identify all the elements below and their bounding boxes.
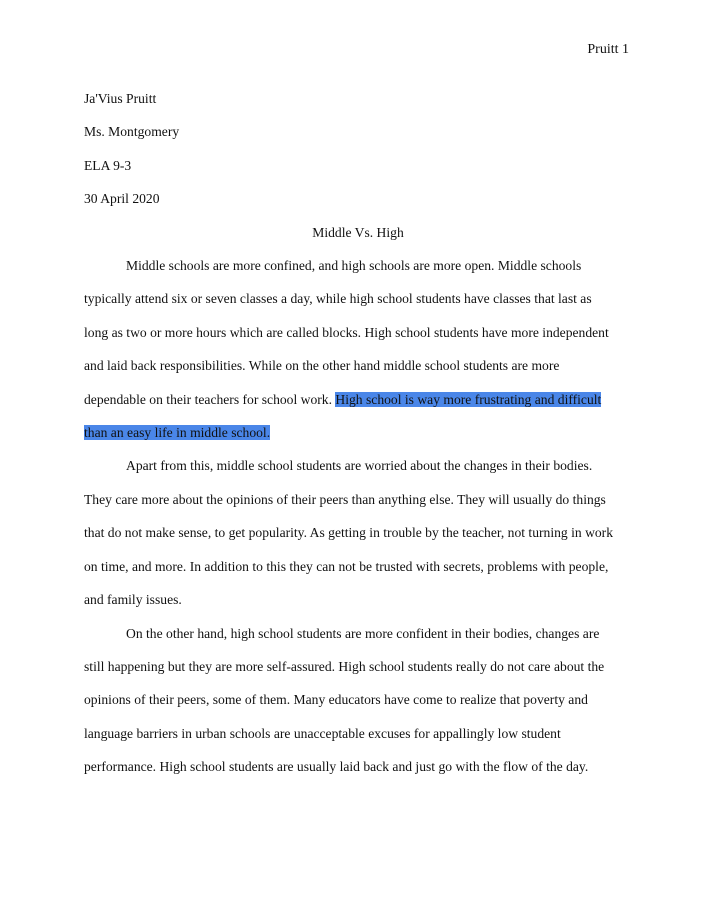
- paragraph-line: [84, 416, 632, 449]
- paragraph-line: on time, and more. In addition to this they can not be trusted with secrets, problems with people,: [84, 558, 609, 574]
- running-header: Pruitt 1: [587, 42, 629, 57]
- paragraph-3: [84, 617, 632, 784]
- paragraph-line: typically attend six or seven classes a day, while high school students have classes that last as: [84, 291, 592, 307]
- paragraph-1: [84, 249, 632, 449]
- highlighted-text[interactable]: than an easy life in middle school.: [84, 425, 271, 441]
- essay-title: Middle Vs. High: [312, 224, 404, 240]
- paragraph-line: and laid back responsibilities. While on the other hand middle school students are more: [84, 358, 560, 374]
- paragraph-line: and family issues.: [84, 592, 182, 608]
- paragraph-line: that do not make sense, to get popularity. As getting in trouble by the teacher, not turning in work: [84, 525, 614, 541]
- paragraph-line: [84, 383, 632, 416]
- paragraph-line: opinions of their peers, some of them. Many educators have come to realize that poverty and: [84, 692, 588, 708]
- paragraph-line: On the other hand, high school students are more confident in their bodies, changes are: [126, 625, 600, 641]
- paragraph-line: still happening but they are more self-assured. High school students really do not care about the: [84, 658, 605, 674]
- highlighted-text[interactable]: High school is way more frustrating and difficult: [335, 391, 602, 407]
- paragraph-2: [84, 449, 632, 616]
- paragraph-text: dependable on their teachers for school work.: [84, 391, 336, 407]
- paragraph-line: long as two or more hours which are called blocks. High school students have more independent: [84, 324, 609, 340]
- paragraph-line: Apart from this, middle school students are worried about the changes in their bodies.: [126, 458, 593, 474]
- essay-date: 30 April 2020: [84, 191, 160, 207]
- paragraph-line: performance. High school students are usually laid back and just go with the flow of the day.: [84, 759, 589, 775]
- paragraph-line: They care more about the opinions of their peers than anything else. They will usually do things: [84, 491, 606, 507]
- teacher-name: Ms. Montgomery: [84, 124, 180, 140]
- paragraph-line: language barriers in urban schools are unacceptable excuses for appallingly low student: [84, 725, 561, 741]
- paragraph-line: Middle schools are more confined, and high schools are more open. Middle schools: [126, 258, 582, 274]
- student-name: Ja'Vius Pruitt: [84, 91, 157, 106]
- course-name: ELA 9-3: [84, 157, 132, 173]
- document-body: [84, 82, 632, 784]
